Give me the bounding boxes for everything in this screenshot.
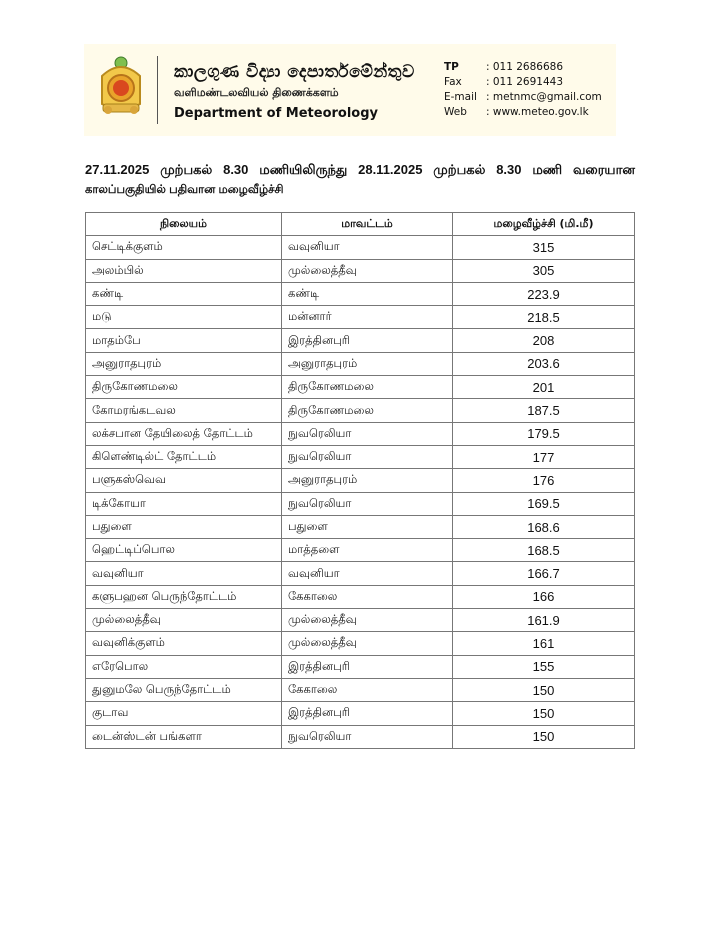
rainfall-cell: 305 <box>453 259 635 282</box>
title-word: வரையான <box>572 162 635 177</box>
end-date: 28.11.2025 <box>358 162 423 177</box>
contact-fax <box>444 75 602 90</box>
table-row <box>86 678 635 701</box>
district-cell: கேகாலை <box>282 585 453 608</box>
divider <box>157 56 158 124</box>
table-row <box>86 306 635 329</box>
rainfall-cell: 177 <box>453 445 635 468</box>
table-row <box>86 445 635 468</box>
station-cell: வவுனியா <box>86 562 282 585</box>
rainfall-cell: 150 <box>453 725 635 748</box>
table-row <box>86 399 635 422</box>
table-row <box>86 469 635 492</box>
station-cell: மாதம்பே <box>86 329 282 352</box>
org-name-sinhala: කාලගුණ විද්‍යා දෙපාර්තමේන්තුව <box>174 62 415 82</box>
contact-value: : metnmc@gmail.com <box>486 91 602 103</box>
station-cell: லக்சபான தேயிலைத் தோட்டம் <box>86 422 282 445</box>
station-cell: கோமரங்கடவல <box>86 399 282 422</box>
station-cell: டைன்ஸ்டன் பங்களா <box>86 725 282 748</box>
rainfall-cell: 169.5 <box>453 492 635 515</box>
station-cell: மடு <box>86 306 282 329</box>
contact-phone <box>444 60 602 75</box>
table-row <box>86 562 635 585</box>
rainfall-cell: 161 <box>453 632 635 655</box>
header-district: மாவட்டம் <box>282 213 453 236</box>
station-cell: களுபஹன பெருந்தோட்டம் <box>86 585 282 608</box>
contact-label: Fax <box>444 76 462 88</box>
rainfall-cell: 176 <box>453 469 635 492</box>
rainfall-cell: 201 <box>453 376 635 399</box>
table-row <box>86 329 635 352</box>
table-row <box>86 585 635 608</box>
title-line-2: காலப்பகுதியில் பதிவான மழைவீழ்ச்சி <box>85 184 284 196</box>
table-row <box>86 492 635 515</box>
table-row <box>86 376 635 399</box>
start-date: 27.11.2025 <box>85 162 150 177</box>
station-cell: டிக்கோயா <box>86 492 282 515</box>
rainfall-cell: 150 <box>453 678 635 701</box>
title-line-1 <box>85 160 635 180</box>
rainfall-cell: 203.6 <box>453 352 635 375</box>
rainfall-cell: 223.9 <box>453 282 635 305</box>
district-cell: இரத்தினபுரி <box>282 702 453 725</box>
title-word: மணியிலிருந்து <box>259 162 348 177</box>
org-name-tamil: வளிமண்டலவியல் திணைக்களம் <box>174 86 339 99</box>
title-word: மணி <box>532 162 563 177</box>
contact-value: : 011 2686686 <box>486 61 564 73</box>
table-row <box>86 259 635 282</box>
station-cell: எரேபொல <box>86 655 282 678</box>
district-cell: அனுராதபுரம் <box>282 469 453 492</box>
contact-value: : www.meteo.gov.lk <box>486 106 589 118</box>
station-cell: வவுனிக்குளம் <box>86 632 282 655</box>
table-row <box>86 702 635 725</box>
rainfall-cell: 187.5 <box>453 399 635 422</box>
contact-label: E-mail <box>444 91 477 103</box>
table-row <box>86 282 635 305</box>
contact-value: : 011 2691443 <box>486 76 564 88</box>
header-station: நிலையம் <box>86 213 282 236</box>
table-row <box>86 655 635 678</box>
contact-email <box>444 90 602 105</box>
rainfall-cell: 155 <box>453 655 635 678</box>
start-time: 8.30 <box>223 162 249 177</box>
district-cell: வவுனியா <box>282 562 453 585</box>
org-name-english: Department of Meteorology <box>174 106 379 121</box>
rainfall-cell: 150 <box>453 702 635 725</box>
district-cell: மாத்தளை <box>282 539 453 562</box>
station-cell: முல்லைத்தீவு <box>86 609 282 632</box>
station-cell: துனுமலே பெருந்தோட்டம் <box>86 678 282 701</box>
table-row <box>86 352 635 375</box>
district-cell: திருகோணமலை <box>282 399 453 422</box>
rainfall-table <box>85 212 635 749</box>
district-cell: நுவரெலியா <box>282 492 453 515</box>
contact-web <box>444 105 602 120</box>
station-cell: திருகோணமலை <box>86 376 282 399</box>
table-row <box>86 609 635 632</box>
station-cell: கண்டி <box>86 282 282 305</box>
rainfall-cell: 168.5 <box>453 539 635 562</box>
rainfall-cell: 179.5 <box>453 422 635 445</box>
rainfall-cell: 166.7 <box>453 562 635 585</box>
district-cell: முல்லைத்தீவு <box>282 259 453 282</box>
station-cell: அனுராதபுரம் <box>86 352 282 375</box>
station-cell: ஹெட்டிப்பொல <box>86 539 282 562</box>
contact-label: TP <box>444 61 459 73</box>
rainfall-cell: 218.5 <box>453 306 635 329</box>
table-row <box>86 236 635 259</box>
district-cell: நுவரெலியா <box>282 725 453 748</box>
contact-label: Web <box>444 106 467 118</box>
district-cell: மன்னார் <box>282 306 453 329</box>
end-time: 8.30 <box>496 162 522 177</box>
district-cell: நுவரெலியா <box>282 445 453 468</box>
district-cell: கேகாலை <box>282 678 453 701</box>
table-row <box>86 632 635 655</box>
header-rainfall: மழைவீழ்ச்சி (மி.மீ) <box>453 213 635 236</box>
station-cell: அலம்பில் <box>86 259 282 282</box>
sri-lanka-emblem-icon <box>96 54 146 120</box>
table-header-row <box>86 213 635 236</box>
organization-name <box>174 62 415 121</box>
district-cell: கண்டி <box>282 282 453 305</box>
district-cell: முல்லைத்தீவு <box>282 632 453 655</box>
rainfall-cell: 315 <box>453 236 635 259</box>
table-row <box>86 539 635 562</box>
rainfall-cell: 208 <box>453 329 635 352</box>
district-cell: வவுனியா <box>282 236 453 259</box>
rainfall-cell: 161.9 <box>453 609 635 632</box>
title-word: முற்பகல் <box>433 162 486 177</box>
rainfall-cell: 168.6 <box>453 515 635 538</box>
district-cell: இரத்தினபுரி <box>282 329 453 352</box>
letterhead <box>84 44 616 136</box>
station-cell: பதுளை <box>86 515 282 538</box>
report-title <box>85 160 635 200</box>
contact-info <box>444 60 602 120</box>
rainfall-cell: 166 <box>453 585 635 608</box>
district-cell: அனுராதபுரம் <box>282 352 453 375</box>
station-cell: குடாவ <box>86 702 282 725</box>
table-row <box>86 725 635 748</box>
district-cell: நுவரெலியா <box>282 422 453 445</box>
district-cell: இரத்தினபுரி <box>282 655 453 678</box>
district-cell: திருகோணமலை <box>282 376 453 399</box>
station-cell: செட்டிக்குளம் <box>86 236 282 259</box>
table-row <box>86 515 635 538</box>
title-word: முற்பகல் <box>160 162 213 177</box>
station-cell: பளுகஸ்வெவ <box>86 469 282 492</box>
station-cell: கிளெண்டில்ட் தோட்டம் <box>86 445 282 468</box>
district-cell: முல்லைத்தீவு <box>282 609 453 632</box>
district-cell: பதுளை <box>282 515 453 538</box>
table-row <box>86 422 635 445</box>
